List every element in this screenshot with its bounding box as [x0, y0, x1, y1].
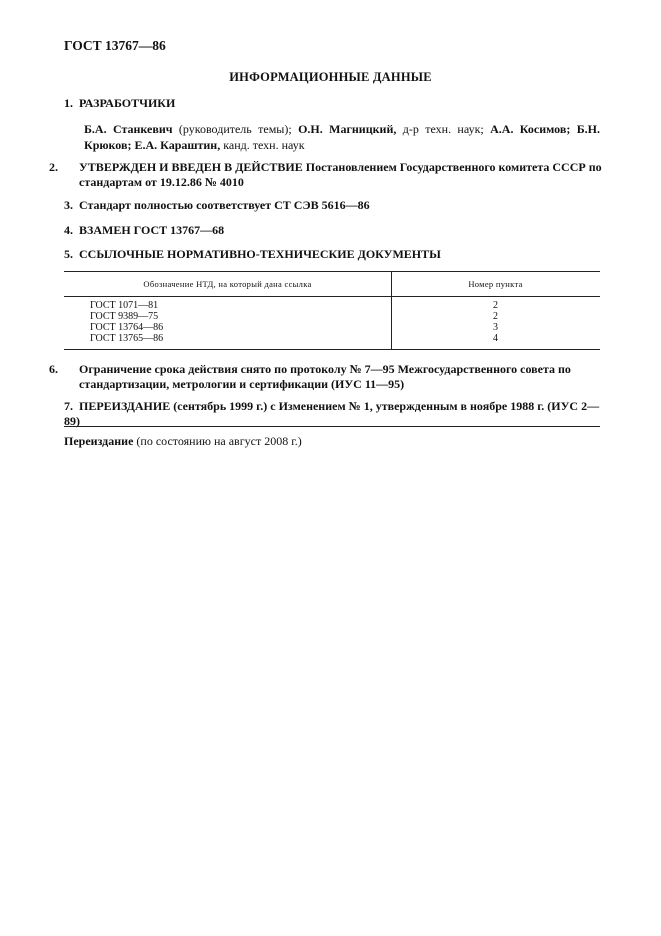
table-row — [64, 333, 600, 344]
author-name: Б.Н. Крюков; — [84, 122, 600, 152]
reissue-note — [64, 434, 302, 449]
section-number: 1. — [64, 96, 73, 110]
section-2 — [49, 160, 615, 190]
cell-document: ГОСТ 9389—75 — [90, 311, 159, 322]
table-row — [64, 311, 600, 322]
cell-item: 2 — [493, 311, 498, 322]
cell-document: ГОСТ 1071—81 — [90, 300, 159, 311]
cell-item: 4 — [493, 333, 498, 344]
author-name: О.Н. Магницкий, — [298, 122, 397, 136]
cell-document: ГОСТ 13765—86 — [90, 333, 164, 344]
section-heading: ССЫЛОЧНЫЕ НОРМАТИВНО-ТЕХНИЧЕСКИЕ ДОКУМЕНТЫ — [79, 247, 441, 261]
section-number: 5. — [64, 247, 73, 261]
section-number: 2. — [49, 160, 58, 174]
author-name: А.А. Косимов; — [490, 122, 571, 136]
section-text: Постановлением Государственного комитета СССР по стандартам от 19.12.86 № 4010 — [79, 160, 602, 189]
section-heading: УТВЕРЖДЕН И ВВЕДЕН В ДЕЙСТВИЕ — [79, 160, 303, 174]
cell-item: 2 — [493, 300, 498, 311]
table-body — [64, 300, 600, 344]
column-header-item: Номер пункта — [468, 279, 523, 289]
reissue-text: (по состоянию на август 2008 г.) — [133, 434, 302, 448]
section-6 — [49, 362, 615, 392]
section-heading: ПЕРЕИЗДАНИЕ — [79, 399, 171, 413]
author-name: Б.А. Станкевич — [84, 122, 173, 136]
column-header-document: Обозначение НТД, на который дана ссылка — [143, 279, 312, 289]
author-role: (руководитель темы); — [172, 122, 299, 136]
section-number: 4. — [64, 223, 73, 237]
divider-line — [64, 426, 600, 427]
table-row — [64, 300, 600, 311]
author-role: канд. техн. наук — [220, 138, 305, 152]
table-row — [64, 322, 600, 333]
section-number: 7. — [64, 399, 73, 413]
author-role: д-р техн. наук; — [396, 122, 491, 136]
table-header — [64, 272, 600, 297]
section-heading: РАЗРАБОТЧИКИ — [79, 96, 176, 110]
section-3 — [64, 198, 600, 213]
cell-item: 3 — [493, 322, 498, 333]
reference-table — [64, 271, 600, 350]
section-7 — [64, 399, 600, 429]
section-heading: ВЗАМЕН ГОСТ 13767—68 — [79, 223, 225, 237]
section-4 — [64, 223, 600, 238]
cell-document: ГОСТ 13764—86 — [90, 322, 164, 333]
section-text: (сентябрь 1999 г.) с Изменением № 1, утвержденным в ноябре 1988 г. (ИУС 2—89) — [64, 399, 600, 428]
author-name: Е.А. Караштин, — [131, 138, 221, 152]
section-text: Ограничение срока действия снято по протоколу № 7—95 Межгосударственного совета по стандартизации, метрологии и сертификации (ИУС 11—95) — [79, 362, 571, 391]
section-1 — [64, 96, 600, 111]
reissue-label: Переиздание — [64, 434, 134, 448]
section-text: Стандарт полностью соответствует СТ СЭВ 5616—86 — [79, 198, 370, 212]
authors-list — [84, 121, 600, 153]
section-5 — [64, 247, 600, 262]
section-number: 3. — [64, 198, 73, 212]
page-title: ИНФОРМАЦИОННЫЕ ДАННЫЕ — [229, 70, 432, 84]
document-id: ГОСТ 13767—86 — [64, 38, 166, 53]
section-number: 6. — [49, 362, 58, 376]
